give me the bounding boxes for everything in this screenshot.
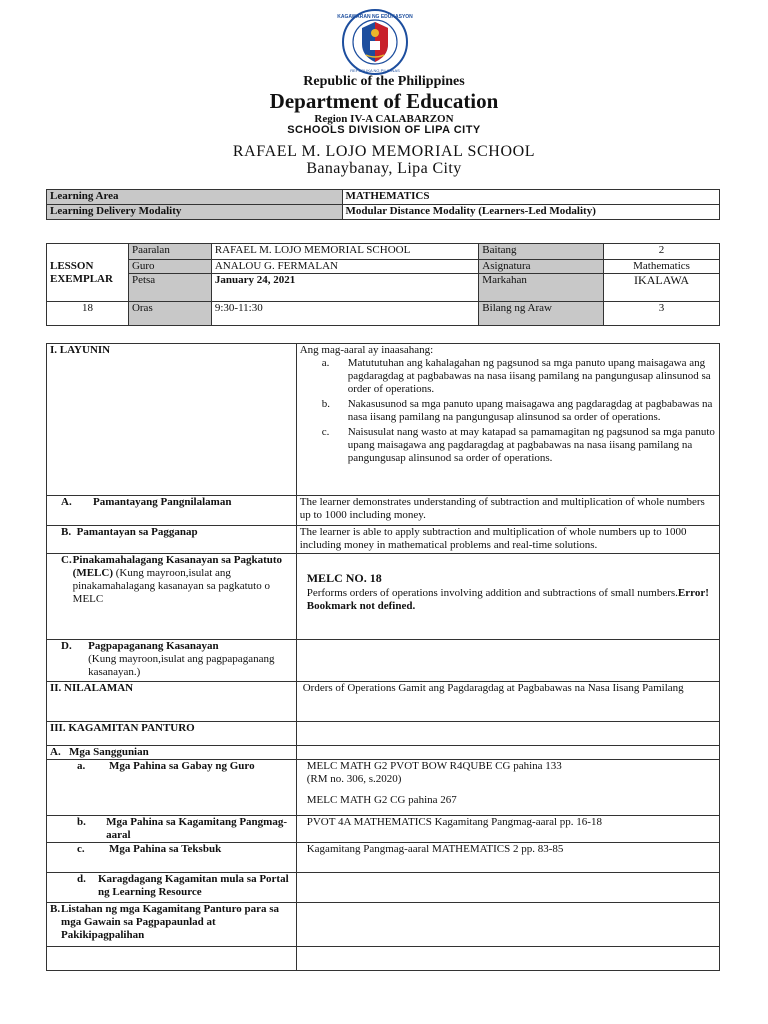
markahan-label: Markahan — [479, 274, 604, 302]
melc-number: MELC NO. 18 — [306, 571, 382, 585]
lesson-content-table — [46, 343, 720, 971]
svg-text:REPUBLIKA NG PILIPINAS: REPUBLIKA NG PILIPINAS — [350, 68, 400, 73]
delivery-modality-label: Learning Delivery Modality — [47, 205, 343, 220]
asignatura-value: Mathematics — [604, 260, 720, 274]
gabay-ng-guro-value: MELC MATH G2 PVOT BOW R4QUBE CG pahina 133 (RM no. 306, s.2020) MELC MATH G2 CG pahina 267 — [296, 760, 719, 816]
objective-item: a. Matututuhan ang kahalagahan ng pagsunod sa mga panuto upang maisagawa ang pagdaragdag at pagbabawas na nasa iisang pamilang na pangungusap alinsunod sa order of operations. — [321, 357, 711, 395]
delivery-modality-value: Modular Distance Modality (Learners-Led Modality) — [342, 205, 719, 220]
learning-area-row — [47, 190, 720, 205]
gabay-ng-guro-label: a. Mga Pahina sa Gabay ng Guro — [47, 760, 297, 816]
listahan-kagamitang-label: B. Listahan ng mga Kagamitang Panturo para sa mga Gawain sa Pagpapaunlad at Pakikipagpalihan — [47, 903, 297, 947]
asignatura-label: Asignatura — [479, 260, 604, 274]
guro-value: ANALOU G. FERMALAN — [211, 260, 478, 274]
listahan-kagamitang-row — [47, 903, 720, 947]
baitang-value: 2 — [604, 244, 720, 260]
oras-label: Oras — [128, 302, 211, 326]
pagpapaganang-kasanayan-row — [47, 640, 720, 682]
nilalaman-value: Orders of Operations Gamit ang Pagdaragdag at Pagbabawas na Nasa Iisang Pamilang — [296, 682, 719, 722]
layunin-label: I. LAYUNIN — [47, 344, 297, 496]
header-school: RAFAEL M. LOJO MEMORIAL SCHOOL — [232, 143, 536, 160]
melc-row — [47, 554, 720, 640]
paaralan-value: RAFAEL M. LOJO MEMORIAL SCHOOL — [211, 244, 478, 260]
portal-learning-resource-value — [296, 873, 719, 903]
bilang-ng-araw-label: Bilang ng Araw — [479, 302, 604, 326]
petsa-value: January 24, 2021 — [211, 274, 478, 302]
mga-sanggunian-row — [47, 746, 720, 760]
teksbuk-label: c. Mga Pahina sa Teksbuk — [47, 843, 297, 873]
bilang-ng-araw-value: 3 — [604, 302, 720, 326]
pamantayang-pangnilalaman-value: The learner demonstrates understanding of subtraction and multiplication of whole numbers up to 1000 including money. — [296, 496, 719, 526]
nilalaman-label: II. NILALAMAN — [47, 682, 297, 722]
kagamitang-pangmag-aaral-row — [47, 816, 720, 843]
svg-text:KAGAWARAN NG EDUKASYON: KAGAWARAN NG EDUKASYON — [337, 14, 413, 20]
learning-area-value: MATHEMATICS — [342, 190, 719, 205]
teksbuk-row — [47, 843, 720, 873]
kagamitang-pangmag-aaral-value: PVOT 4A MATHEMATICS Kagamitang Pangmag-aaral pp. 16-18 — [296, 816, 719, 843]
deped-seal-logo — [336, 8, 414, 76]
nilalaman-row — [47, 682, 720, 722]
objectives-list — [300, 357, 716, 465]
layunin-content — [296, 344, 719, 496]
guro-label: Guro — [128, 260, 211, 274]
melc-value — [296, 554, 719, 640]
pamantayang-pangnilalaman-label: A. Pamantayang Pangnilalaman — [47, 496, 297, 526]
pamantayan-sa-pagganap-value: The learner is able to apply subtraction and multiplication of whole numbers up to 1000 including money in mathematical problems and real-time solutions. — [296, 526, 719, 554]
pamantayan-sa-pagganap-label: B. Pamantayan sa Pagganap — [47, 526, 297, 554]
header-division: SCHOOLS DIVISION OF LIPA CITY — [287, 124, 481, 136]
objective-item: b. Nakasusunod sa mga panuto upang maisagawa ang pagdaragdag at pagbabawas na nasa iisang pamilang na pangungusap alinsunod sa order of operations. — [321, 398, 713, 423]
melc-label: C. Pinakamahalagang Kasanayan sa Pagkatuto (MELC) (Kung mayroon,isulat ang pinakamahalagang kasanayan sa pagkatuto o MELC — [47, 554, 297, 640]
kagamitang-pangmag-aaral-label: b. Mga Pahina sa Kagamitang Pangmag-aaral — [47, 816, 297, 843]
pamantayan-sa-pagganap-row — [47, 526, 720, 554]
listahan-kagamitang-value — [296, 903, 719, 947]
blank-cell — [47, 947, 297, 971]
kagamitan-panturo-label: III. KAGAMITAN PANTURO — [47, 722, 297, 746]
lesson-exemplar-title: LESSON EXEMPLAR — [47, 244, 129, 302]
header-region: Region IV-A CALABARZON — [314, 113, 454, 125]
kagamitan-panturo-value — [296, 722, 719, 746]
blank-row — [47, 947, 720, 971]
delivery-modality-row — [47, 205, 720, 220]
lesson-number: 18 — [47, 302, 129, 326]
mga-sanggunian-label: A. Mga Sanggunian — [47, 746, 297, 760]
layunin-row — [47, 344, 720, 496]
blank-cell — [296, 947, 719, 971]
oras-value: 9:30-11:30 — [211, 302, 478, 326]
layunin-intro: Ang mag-aaral ay inaasahang: — [299, 344, 434, 356]
teksbuk-value: Kagamitang Pangmag-aaral MATHEMATICS 2 pp. 83-85 — [296, 843, 719, 873]
learning-area-table — [46, 189, 720, 220]
kagamitan-panturo-row — [47, 722, 720, 746]
header-location: Banaybanay, Lipa City — [306, 160, 462, 177]
header-department: Department of Education — [269, 89, 499, 113]
petsa-label: Petsa — [128, 274, 211, 302]
paaralan-label: Paaralan — [128, 244, 211, 260]
pagpapaganang-kasanayan-value — [296, 640, 719, 682]
learning-area-label: Learning Area — [47, 190, 343, 205]
pagpapaganang-kasanayan-label: D. Pagpapaganang Kasanayan (Kung mayroon,isulat ang pagpapaganang kasanayan.) — [47, 640, 297, 682]
baitang-label: Baitang — [479, 244, 604, 260]
lesson-exemplar-table — [46, 243, 720, 326]
portal-learning-resource-label: d. Karagdagang Kagamitan mula sa Portal ng Learning Resource — [47, 873, 297, 903]
mga-sanggunian-value — [296, 746, 719, 760]
melc-text: Performs orders of operations involving addition and subtractions of small numbers.Error! Bookmark not defined. — [306, 587, 709, 612]
portal-learning-resource-row — [47, 873, 720, 903]
gabay-ng-guro-row — [47, 760, 720, 816]
header-republic: Republic of the Philippines — [303, 74, 465, 89]
objective-item: c. Naisusulat nang wasto at may katapad sa pamamagitan ng pagsunod sa mga panuto upang maisagawa ang pagdaragdag at pagbabawas na nasa iisang pamilang na pangungusap alinsunod sa order of operations. — [321, 426, 715, 464]
markahan-value: IKALAWA — [604, 274, 720, 302]
pamantayang-pangnilalaman-row — [47, 496, 720, 526]
